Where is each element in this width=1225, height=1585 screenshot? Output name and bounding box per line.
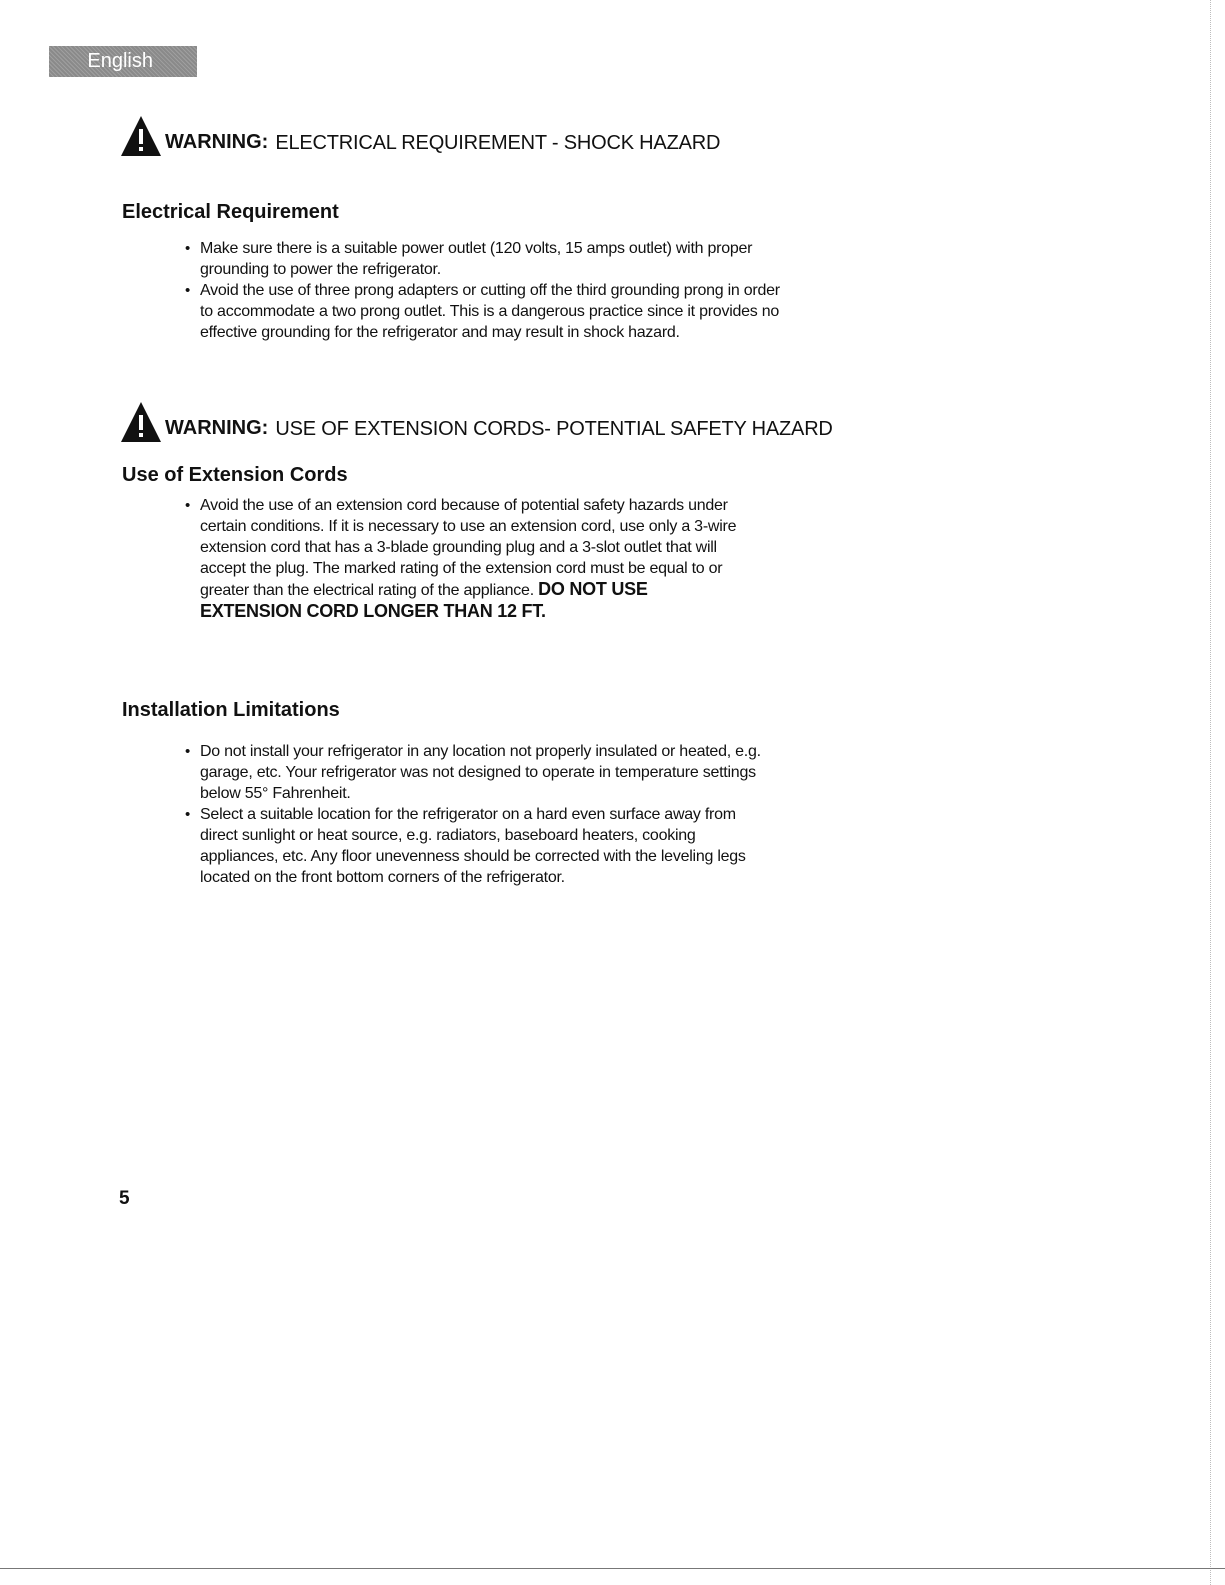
section-heading-electrical: Electrical Requirement: [122, 201, 339, 223]
list-item: • Do not install your refrigerator in any location not properly insulated or heated, e.g. garage, etc. Your refrigerator was not designed to operate in temperature settings below 55° Fahrenheit.: [184, 741, 774, 804]
section-heading-extension-cords: Use of Extension Cords: [122, 464, 348, 486]
list-item: • Avoid the use of three prong adapters or cutting off the third grounding prong in order to accommodate a two prong outlet. This is a dangerous practice since it provides no effective grounding for the refrigerator and may result in shock hazard.: [184, 280, 784, 343]
bullet-emphasis: DO NOT USE EXTENSION CORD LONGER THAN 12 FT.: [200, 579, 648, 621]
electrical-bullet-list: [184, 238, 784, 343]
language-tab: English: [49, 46, 197, 77]
warning-label: WARNING:: [165, 131, 269, 153]
warning-text: ELECTRICAL REQUIREMENT - SHOCK HAZARD: [275, 132, 721, 154]
warning-label: WARNING:: [165, 417, 269, 439]
warning-electrical: [119, 114, 720, 158]
extension-bullet-list: [184, 495, 754, 623]
installation-bullet-list: [184, 741, 774, 888]
section-heading-installation: Installation Limitations: [122, 699, 340, 721]
list-item: • Select a suitable location for the refrigerator on a hard even surface away from direct sunlight or heat source, e.g. radiators, baseboard heaters, cooking appliances, etc. Any floor unevenness should be corrected with the leveling legs located on the front bottom corners of the refrigerator.: [184, 804, 774, 888]
warning-triangle-icon: [119, 400, 163, 444]
warning-text: USE OF EXTENSION CORDS- POTENTIAL SAFETY HAZARD: [275, 418, 833, 440]
page-edge-right: [1210, 0, 1212, 1585]
warning-triangle-icon: [119, 114, 163, 158]
bullet-text: Avoid the use of an extension cord because of potential safety hazards under certain conditions. If it is necessary to use an extension cord, use only a 3-wire extension cord that has a 3-blade grounding plug and a 3-slot outlet that will accept the plug. The marked rating of the extension cord must be equal to or greater than the electrical rating of the appliance.: [200, 497, 737, 599]
list-item: [184, 495, 754, 623]
warning-extension-cords: [119, 400, 833, 444]
list-item: • Make sure there is a suitable power outlet (120 volts, 15 amps outlet) with proper grounding to power the refrigerator.: [184, 238, 784, 280]
page-edge-bottom: [0, 1568, 1225, 1569]
page-number: 5: [119, 1188, 130, 1209]
